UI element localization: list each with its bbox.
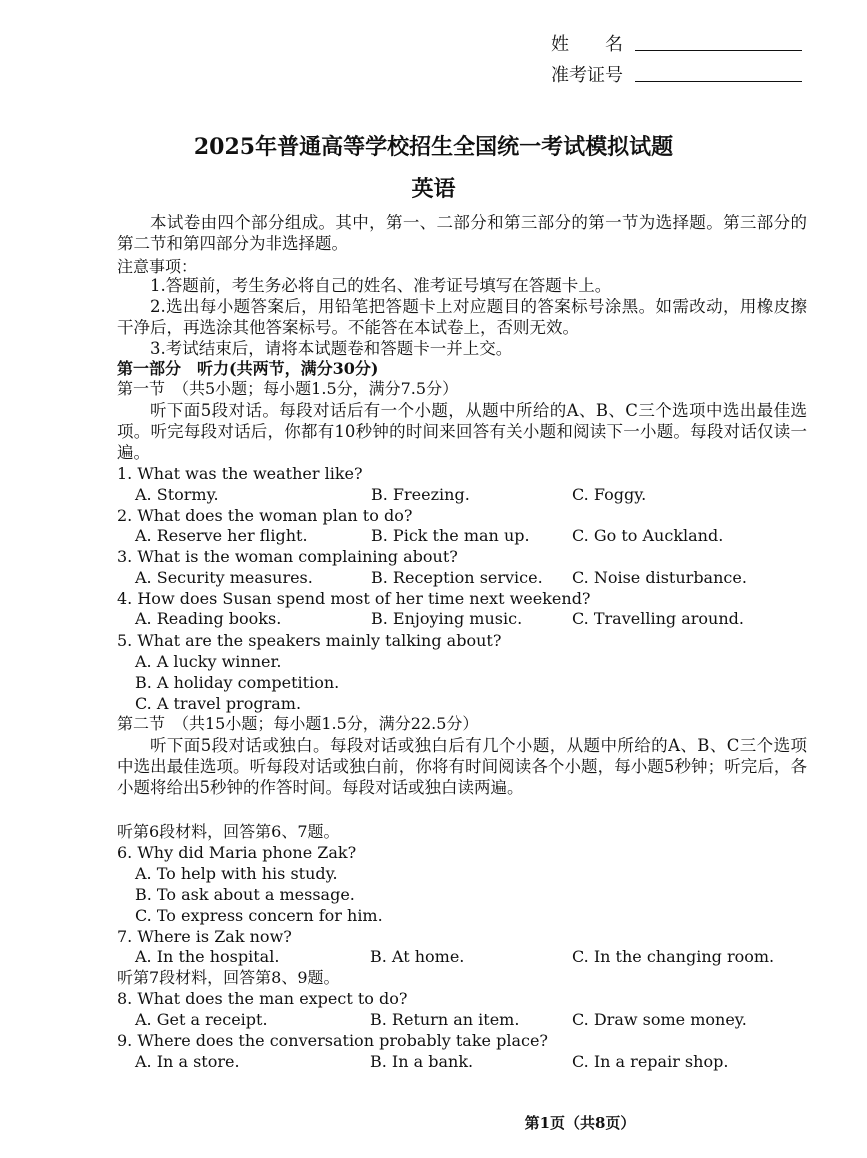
question-2-option-c: C. Go to Auckland. (572, 526, 724, 545)
question-7-option-c: C. In the changing room. (572, 947, 775, 966)
subject-title: 英语 (411, 176, 456, 202)
section2-instructions: 听下面5段对话或独白。每段对话或独白后有几个小题，从题中所给的A、B、C三个选项中选出最佳选项。听每段对话或独白前，你将有时间阅读各个小题，每小题5秒钟；听完后，各小题将给出5秒钟的作答时间。每段对话或独白读两遍。 (117, 736, 807, 797)
question-5-option-b: B. A holiday competition. (135, 673, 340, 692)
question-1-option-c: C. Foggy. (572, 485, 647, 504)
name-field-line[interactable] (635, 50, 802, 51)
exam-id-label: 准考证号 (551, 65, 623, 86)
question-9-option-b: B. In a bank. (370, 1052, 474, 1071)
question-8-option-b: B. Return an item. (370, 1010, 520, 1029)
question-1-option-a: A. Stormy. (135, 485, 219, 504)
question-9-stem: 9. Where does the conversation probably take place? (117, 1031, 548, 1050)
question-6-stem: 6. Why did Maria phone Zak? (117, 843, 357, 862)
question-3-stem: 3. What is the woman complaining about? (117, 547, 458, 566)
question-8-option-a: A. Get a receipt. (135, 1010, 268, 1029)
question-7-option-b: B. At home. (370, 947, 465, 966)
question-5-option-c: C. A travel program. (135, 694, 302, 713)
question-1-option-b: B. Freezing. (371, 485, 470, 504)
question-6-option-c: C. To express concern for him. (135, 906, 383, 925)
question-5-stem: 5. What are the speakers mainly talking about? (117, 631, 502, 650)
question-2-option-b: B. Pick the man up. (371, 526, 530, 545)
question-2-option-a: A. Reserve her flight. (135, 526, 308, 545)
question-4-option-c: C. Travelling around. (572, 609, 744, 628)
question-7-option-a: A. In the hospital. (135, 947, 280, 966)
note-3: 3.考试结束后，请将本试题卷和答题卡一并上交。 (150, 339, 513, 358)
section1-instructions: 听下面5段对话。每段对话后有一个小题，从题中所给的A、B、C三个选项中选出最佳选项。听完每段对话后，你都有10秒钟的时间来回答有关小题和阅读下一小题。每段对话仅读一遍。 (117, 401, 807, 462)
note-2: 2.选出每小题答案后，用铅笔把答题卡上对应题目的答案标号涂黑。如需改动，用橡皮擦干净后，再选涂其他答案标号。不能答在本试卷上，否则无效。 (117, 297, 807, 337)
material-7-label: 听第7段材料，回答第8、9题。 (117, 968, 340, 987)
material-6-label: 听第6段材料，回答第6、7题。 (117, 822, 340, 841)
exam-title: 2025年普通高等学校招生全国统一考试模拟试题 (193, 134, 674, 160)
question-4-option-b: B. Enjoying music. (371, 609, 523, 628)
part1-heading: 第一部分 听力(共两节，满分30分) (117, 359, 379, 378)
section2-heading: 第二节 （共15小题；每小题1.5分，满分22.5分） (117, 714, 479, 733)
question-3-option-a: A. Security measures. (135, 568, 313, 587)
question-8-stem: 8. What does the man expect to do? (117, 989, 408, 1008)
question-4-option-a: A. Reading books. (135, 609, 282, 628)
note-1: 1.答题前，考生务必将自己的姓名、准考证号填写在答题卡上。 (150, 276, 612, 295)
question-8-option-c: C. Draw some money. (572, 1010, 747, 1029)
exam-id-field-line[interactable] (635, 81, 802, 82)
intro-paragraph: 本试卷由四个部分组成。其中，第一、二部分和第三部分的第一节为选择题。第三部分的第二节和第四部分为非选择题。 (117, 213, 807, 253)
question-2-stem: 2. What does the woman plan to do? (117, 506, 413, 525)
page-footer: 第1页（共8页） (524, 1114, 636, 1132)
name-label: 姓 名 (551, 34, 623, 55)
question-5-option-a: A. A lucky winner. (135, 652, 282, 671)
section1-heading: 第一节 （共5小题；每小题1.5分，满分7.5分） (117, 379, 459, 398)
question-6-option-b: B. To ask about a message. (135, 885, 355, 904)
question-1-stem: 1. What was the weather like? (117, 464, 363, 483)
question-4-stem: 4. How does Susan spend most of her time next weekend? (117, 589, 591, 608)
question-3-option-b: B. Reception service. (371, 568, 543, 587)
question-6-option-a: A. To help with his study. (135, 864, 338, 883)
question-3-option-c: C. Noise disturbance. (572, 568, 747, 587)
question-9-option-a: A. In a store. (135, 1052, 240, 1071)
question-7-stem: 7. Where is Zak now? (117, 927, 292, 946)
question-9-option-c: C. In a repair shop. (572, 1052, 729, 1071)
notes-heading: 注意事项： (117, 257, 198, 276)
